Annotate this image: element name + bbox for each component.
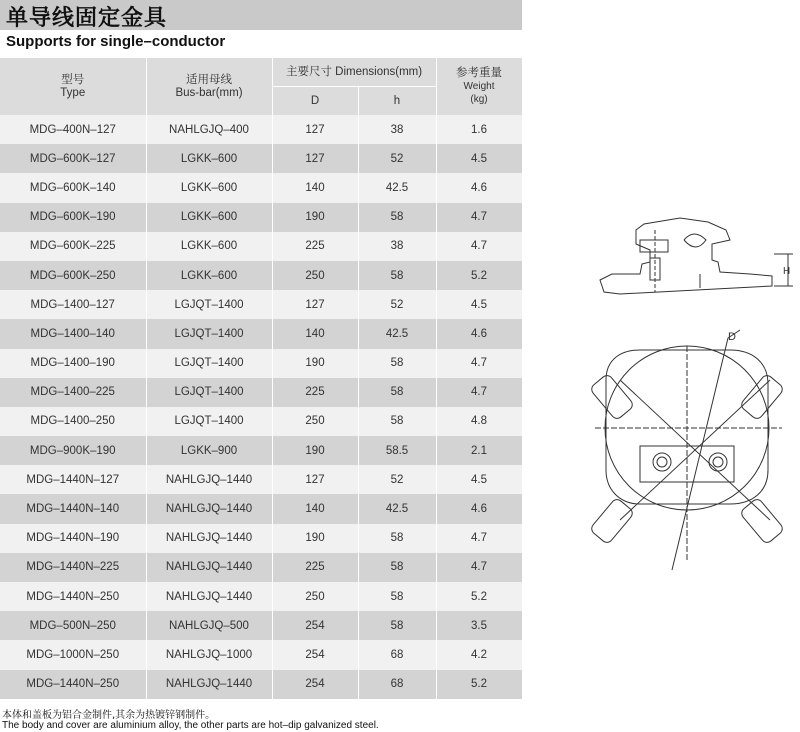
cell-h: 68: [358, 670, 436, 699]
table-row: [0, 378, 522, 407]
cell-d: 127: [272, 290, 358, 319]
cell-busbar: NAHLGJQ–500: [146, 611, 272, 640]
cell-d: 250: [272, 261, 358, 290]
cell-h: 68: [358, 640, 436, 669]
table-row: [0, 203, 522, 232]
cell-d: 140: [272, 173, 358, 202]
cell-h: 58: [358, 203, 436, 232]
cell-weight: 4.5: [436, 465, 522, 494]
cell-busbar: NAHLGJQ–400: [146, 115, 272, 144]
cell-h: 58: [358, 407, 436, 436]
table-row: [0, 582, 522, 611]
table-row: [0, 494, 522, 523]
cell-h: 42.5: [358, 319, 436, 348]
cell-busbar: LGKK–900: [146, 436, 272, 465]
cell-d: 190: [272, 524, 358, 553]
cell-type: MDG–600K–190: [0, 203, 146, 232]
table-row: [0, 407, 522, 436]
cell-weight: 4.2: [436, 640, 522, 669]
cell-weight: 4.6: [436, 319, 522, 348]
cell-type: MDG–600K–225: [0, 232, 146, 261]
cell-busbar: LGJQT–1400: [146, 349, 272, 378]
cell-h: 58: [358, 349, 436, 378]
cell-busbar: LGJQT–1400: [146, 407, 272, 436]
cell-h: 38: [358, 115, 436, 144]
cell-busbar: LGKK–600: [146, 203, 272, 232]
cell-h: 58: [358, 553, 436, 582]
label-d: D: [728, 331, 736, 343]
cell-weight: 4.5: [436, 290, 522, 319]
header-weight-unit: (kg): [470, 94, 488, 105]
header-type-cn: 型号: [61, 73, 85, 86]
cell-type: MDG–1400–190: [0, 349, 146, 378]
cell-d: 190: [272, 349, 358, 378]
cell-h: 58: [358, 582, 436, 611]
cell-type: MDG–1400–250: [0, 407, 146, 436]
cell-weight: 4.8: [436, 407, 522, 436]
header-h: h: [358, 87, 436, 116]
cell-type: MDG–900K–190: [0, 436, 146, 465]
table-row: [0, 611, 522, 640]
cell-type: MDG–500N–250: [0, 611, 146, 640]
cell-d: 254: [272, 640, 358, 669]
spec-table: [0, 58, 523, 699]
cell-weight: 2.1: [436, 436, 522, 465]
cell-weight: 4.7: [436, 349, 522, 378]
cell-h: 38: [358, 232, 436, 261]
cell-busbar: LGJQT–1400: [146, 290, 272, 319]
table-row: [0, 349, 522, 378]
cell-h: 58: [358, 378, 436, 407]
cell-weight: 5.2: [436, 670, 522, 699]
table-row: [0, 144, 522, 173]
cell-type: MDG–1400–140: [0, 319, 146, 348]
cell-weight: 1.6: [436, 115, 522, 144]
cell-busbar: NAHLGJQ–1440: [146, 553, 272, 582]
cell-type: MDG–600K–250: [0, 261, 146, 290]
cell-d: 250: [272, 407, 358, 436]
cell-type: MDG–1000N–250: [0, 640, 146, 669]
header-dimensions: [272, 58, 436, 87]
cell-busbar: LGKK–600: [146, 173, 272, 202]
cell-busbar: NAHLGJQ–1440: [146, 670, 272, 699]
table-row: [0, 436, 522, 465]
cell-d: 225: [272, 232, 358, 261]
cell-d: 250: [272, 582, 358, 611]
cell-d: 254: [272, 670, 358, 699]
cell-h: 58: [358, 611, 436, 640]
cell-type: MDG–400N–127: [0, 115, 146, 144]
cell-d: 190: [272, 436, 358, 465]
side-view: [600, 218, 793, 294]
cell-d: 140: [272, 494, 358, 523]
cell-busbar: NAHLGJQ–1000: [146, 640, 272, 669]
cell-type: MDG–600K–127: [0, 144, 146, 173]
header-dims-en: Dimensions(mm): [335, 65, 423, 78]
cell-h: 52: [358, 290, 436, 319]
cell-type: MDG–1440N–250: [0, 582, 146, 611]
cell-busbar: NAHLGJQ–1440: [146, 465, 272, 494]
cell-d: 225: [272, 378, 358, 407]
cell-type: MDG–1440N–127: [0, 465, 146, 494]
cell-d: 140: [272, 319, 358, 348]
cell-h: 58: [358, 261, 436, 290]
cell-type: MDG–1400–225: [0, 378, 146, 407]
cell-d: 190: [272, 203, 358, 232]
cell-weight: 4.5: [436, 144, 522, 173]
note-cn: 本体和盖板为铝合金制件,其余为热镀锌钢制件。: [2, 710, 216, 721]
header-d: D: [272, 87, 358, 116]
header-weight-cn: 参考重量: [456, 67, 503, 79]
cell-type: MDG–1400–127: [0, 290, 146, 319]
cell-type: MDG–600K–140: [0, 173, 146, 202]
cell-type: MDG–1440N–250: [0, 670, 146, 699]
cell-d: 254: [272, 611, 358, 640]
table-row: [0, 524, 522, 553]
cell-weight: 4.6: [436, 173, 522, 202]
header-dims-cn: 主要尺寸: [285, 65, 332, 78]
cell-weight: 5.2: [436, 582, 522, 611]
cell-weight: 4.7: [436, 553, 522, 582]
table-row: [0, 232, 522, 261]
cell-d: 127: [272, 144, 358, 173]
header-busbar-cn: 适用母线: [186, 73, 232, 86]
cell-busbar: LGJQT–1400: [146, 319, 272, 348]
header-type: [0, 58, 146, 115]
cell-weight: 5.2: [436, 261, 522, 290]
header-weight-en: Weight: [463, 81, 495, 92]
cell-weight: 4.7: [436, 203, 522, 232]
label-h: H: [783, 266, 791, 277]
title-band: [0, 0, 522, 30]
cell-weight: 4.6: [436, 494, 522, 523]
cell-h: 52: [358, 465, 436, 494]
page-title-en: Supports for single–conductor: [6, 33, 226, 50]
cell-busbar: NAHLGJQ–1440: [146, 494, 272, 523]
cell-d: 127: [272, 115, 358, 144]
note-en: The body and cover are aluminium alloy, the other parts are hot–dip galvanized steel.: [2, 720, 379, 731]
header-weight: [436, 58, 522, 115]
table-row: [0, 115, 522, 144]
cell-weight: 4.7: [436, 232, 522, 261]
page-title-cn: 单导线固定金具: [6, 6, 168, 31]
top-view: [589, 330, 784, 570]
table-row: [0, 553, 522, 582]
cell-weight: 3.5: [436, 611, 522, 640]
cell-type: MDG–1440N–140: [0, 494, 146, 523]
cell-busbar: NAHLGJQ–1440: [146, 582, 272, 611]
cell-h: 42.5: [358, 494, 436, 523]
table-row: [0, 319, 522, 348]
cell-busbar: NAHLGJQ–1440: [146, 524, 272, 553]
cell-busbar: LGKK–600: [146, 144, 272, 173]
header-type-en: Type: [60, 86, 86, 99]
table-row: [0, 290, 522, 319]
table-row: [0, 261, 522, 290]
cell-h: 58.5: [358, 436, 436, 465]
cell-busbar: LGKK–600: [146, 261, 272, 290]
table-row: [0, 640, 522, 669]
cell-weight: 4.7: [436, 524, 522, 553]
cell-type: MDG–1440N–190: [0, 524, 146, 553]
cell-busbar: LGKK–600: [146, 232, 272, 261]
header-busbar-en: Bus-bar(mm): [175, 86, 243, 99]
cell-type: MDG–1440N–225: [0, 553, 146, 582]
table-row: [0, 670, 522, 699]
support-drawing: [580, 200, 795, 580]
cell-d: 225: [272, 553, 358, 582]
table-row: [0, 465, 522, 494]
cell-busbar: LGJQT–1400: [146, 378, 272, 407]
cell-d: 127: [272, 465, 358, 494]
header-busbar: [146, 58, 272, 115]
cell-h: 52: [358, 144, 436, 173]
cell-h: 58: [358, 524, 436, 553]
table-row: [0, 173, 522, 202]
cell-weight: 4.7: [436, 378, 522, 407]
cell-h: 42.5: [358, 173, 436, 202]
